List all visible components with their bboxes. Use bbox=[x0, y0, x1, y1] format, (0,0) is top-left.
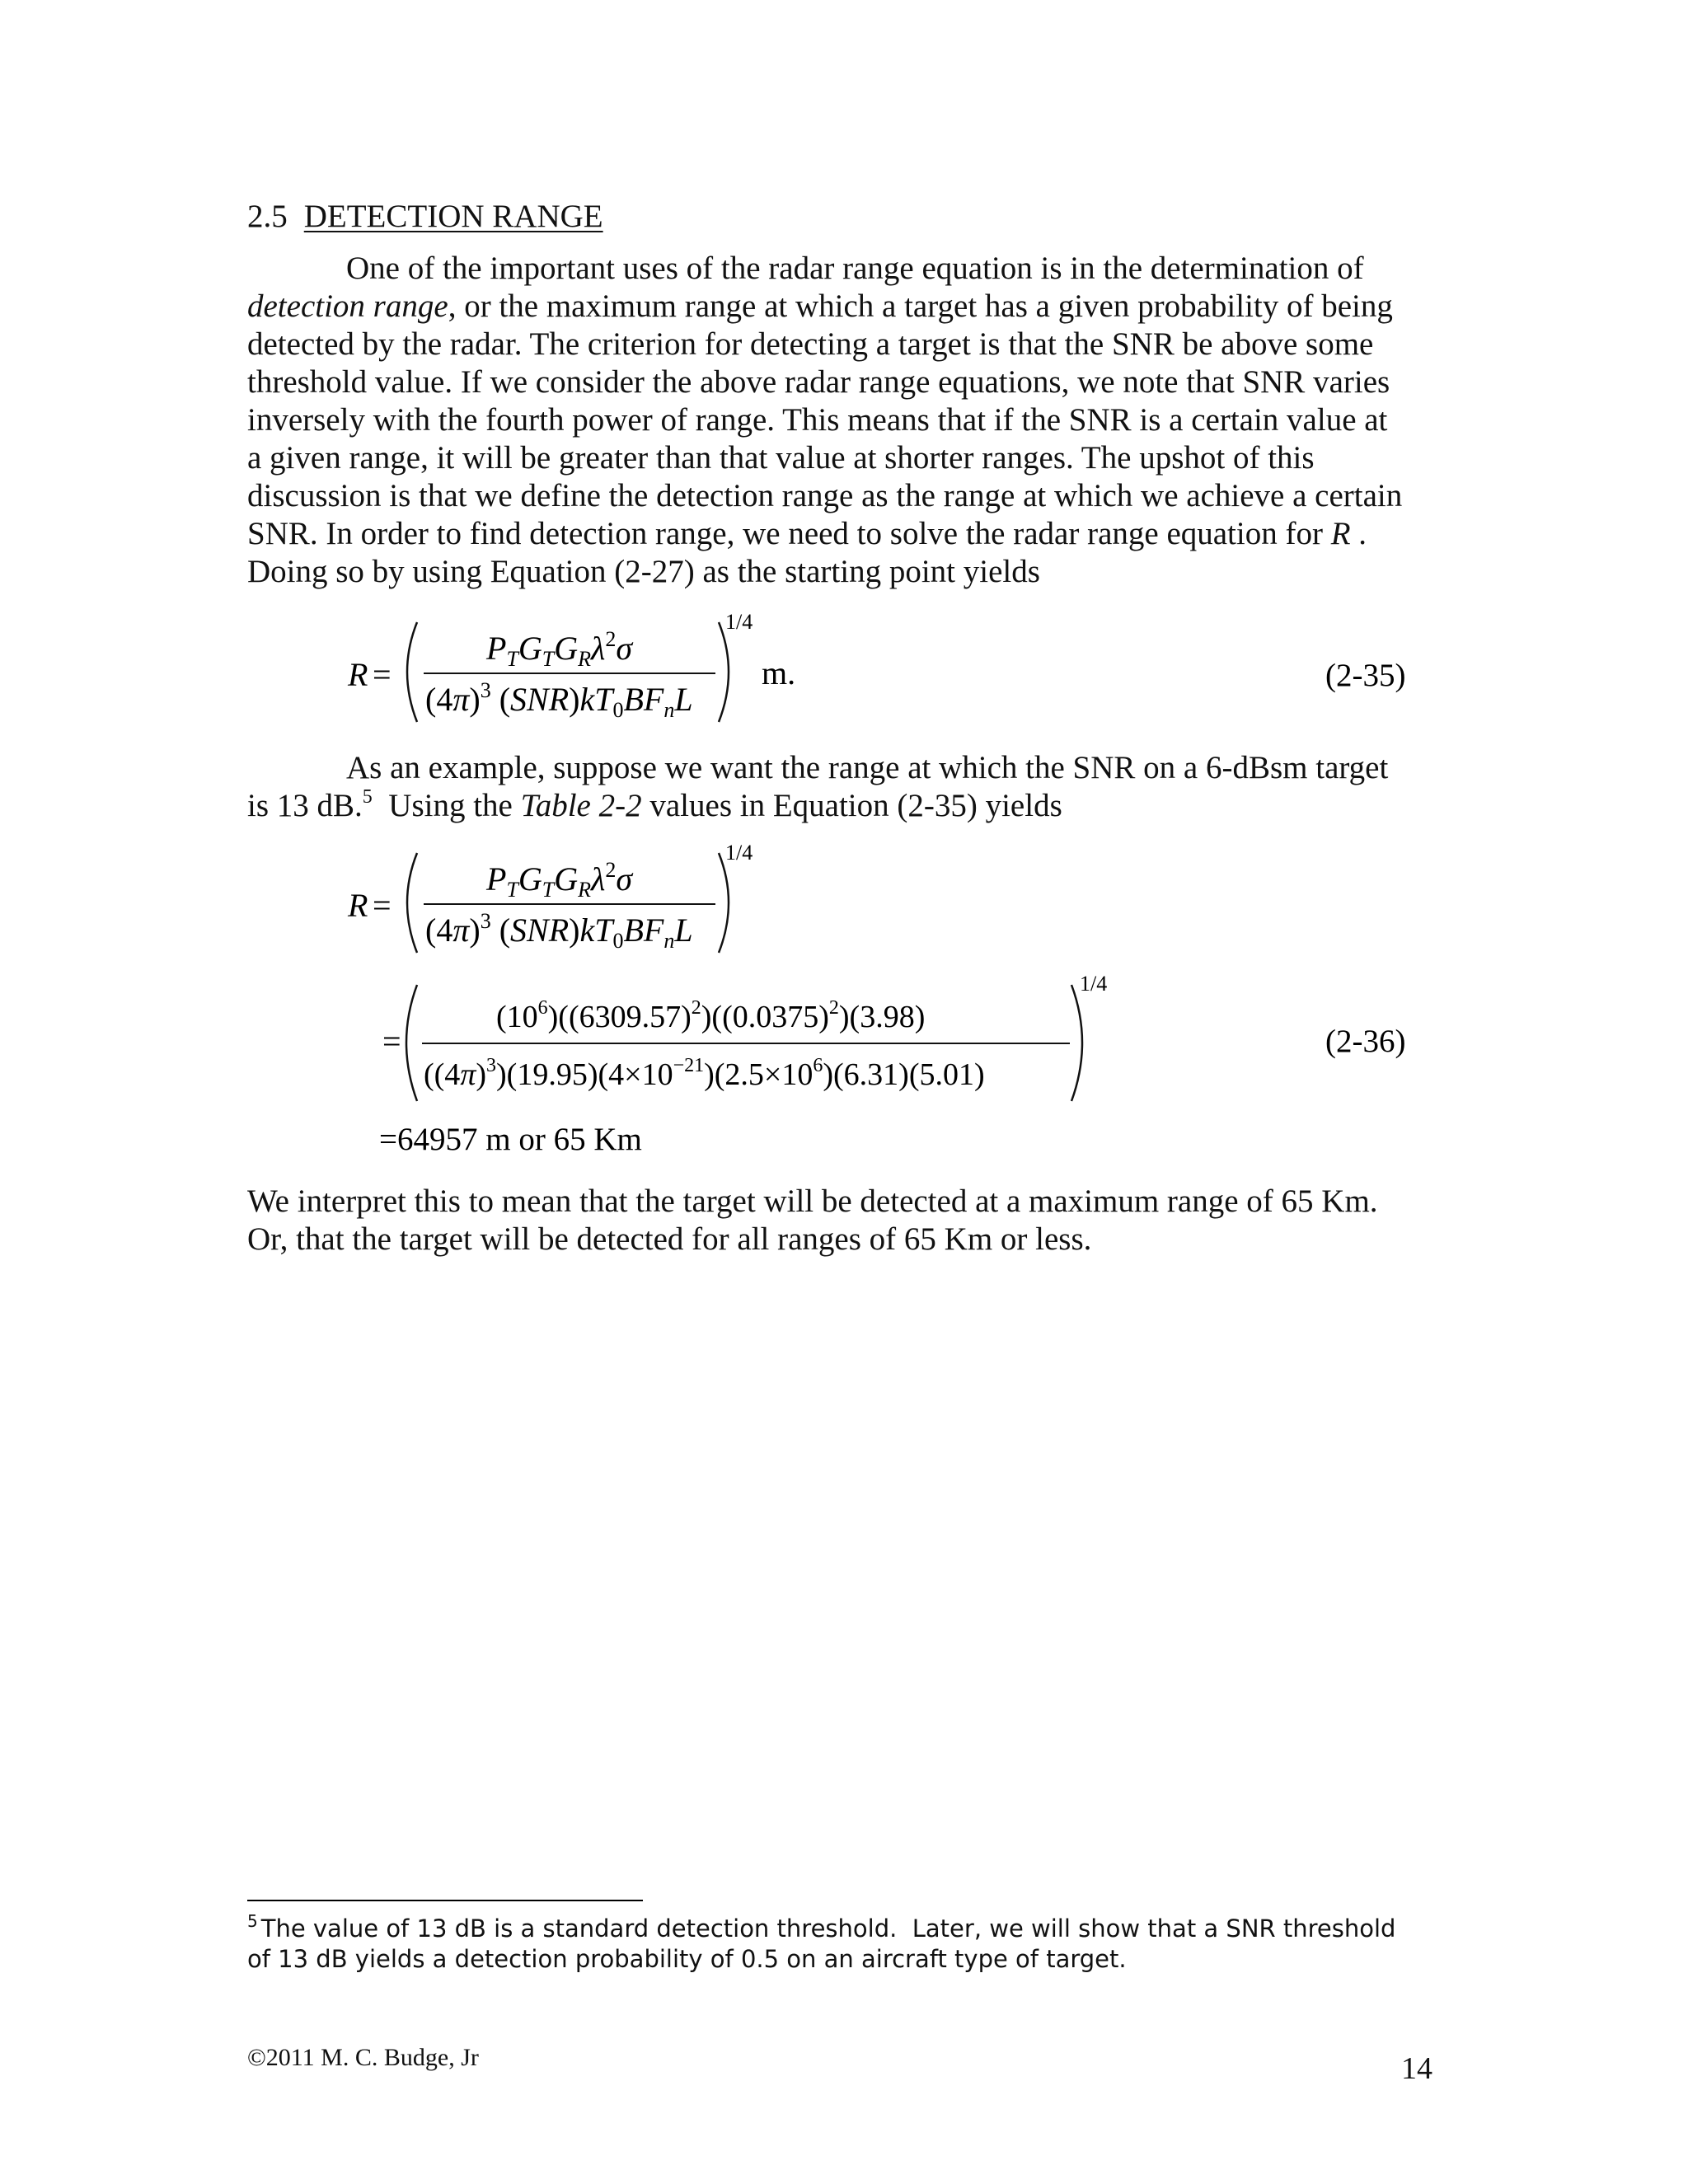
paragraph-line: threshold value. If we consider the above radar range equations, we note that SNR varies bbox=[247, 364, 1390, 400]
exponent-quarter: 1/4 bbox=[725, 841, 753, 865]
paragraph-text: is 13 dB. bbox=[247, 788, 363, 823]
variable-r: R bbox=[1330, 516, 1351, 551]
equation-number: (2-35) bbox=[1325, 658, 1406, 693]
footnote-text: The value of 13 dB is a standard detection threshold. Later, we will show that a SNR threshold bbox=[260, 1915, 1396, 1943]
paragraph-line: a given range, it will be greater than that value at shorter ranges. The upshot of this bbox=[247, 440, 1315, 476]
copyright-notice: ©2011 M. C. Budge, Jr bbox=[247, 2044, 479, 2071]
footnote-text: of 13 dB yields a detection probability of 0.5 on an aircraft type of target. bbox=[247, 1945, 1127, 1973]
paragraph-line: Doing so by using Equation (2-27) as the starting point yields bbox=[247, 554, 1040, 589]
table-reference: Table 2-2 bbox=[520, 788, 642, 823]
eq-lhs: R bbox=[348, 656, 368, 693]
footnote bbox=[247, 1911, 1396, 1975]
exponent-quarter: 1/4 bbox=[725, 610, 753, 634]
fraction-denominator: $(4\pi)^3$ $(SNR)kT_0BF_nL$ bbox=[425, 909, 693, 953]
equation-number: (2-36) bbox=[1325, 1024, 1406, 1059]
paragraph-text: SNR. In order to find detection range, we need to solve the radar range equation for bbox=[247, 516, 1331, 551]
footnote-separator bbox=[247, 1900, 643, 1901]
unit-meters: m. bbox=[762, 654, 796, 691]
paragraph-text: . bbox=[1350, 516, 1367, 551]
paragraph-line: As an example, suppose we want the range at which the SNR on a 6-dBsm target bbox=[346, 750, 1389, 785]
paragraph-text: values in Equation (2-35) yields bbox=[641, 788, 1062, 823]
exponent-quarter: 1/4 bbox=[1080, 972, 1108, 996]
page-number: 14 bbox=[1401, 2051, 1432, 2086]
eq-equals: = bbox=[373, 887, 392, 924]
footnote-line bbox=[247, 1944, 1395, 1975]
paragraph-line: One of the important uses of the radar range equation is in the determination of bbox=[346, 251, 1364, 286]
paragraph-line: Or, that the target will be detected for all ranges of 65 Km or less. bbox=[247, 1221, 1092, 1257]
right-parenthesis bbox=[1071, 985, 1082, 1101]
eq-equals: = bbox=[382, 1023, 401, 1060]
equation-result: =64957 m or 65 Km bbox=[379, 1122, 642, 1157]
paragraph-line: detected by the radar. The criterion for detecting a target is that the SNR be above some bbox=[247, 326, 1374, 362]
paragraph-line: inversely with the fourth power of range. This means that if the SNR is a certain value at bbox=[247, 402, 1388, 438]
eq-lhs: R bbox=[348, 887, 368, 924]
section-title: DETECTION RANGE bbox=[303, 199, 603, 234]
paragraph-line: discussion is that we define the detection range as the range at which we achieve a certain bbox=[247, 478, 1403, 513]
fraction-numerator: $P_TG_TG_R\lambda^2\sigma$ bbox=[486, 858, 633, 902]
right-parenthesis bbox=[719, 853, 729, 953]
emphasis-text: detection range bbox=[247, 288, 448, 324]
paragraph-line: We interpret this to mean that the target will be detected at a maximum range of 65 Km. bbox=[247, 1183, 1378, 1219]
numeric-numerator: $(10^6)((6309.57)^2)((0.0375)^2)(3.98)$ bbox=[496, 997, 926, 1034]
paragraph-text: , or the maximum range at which a target has a given probability of being bbox=[448, 288, 1393, 324]
paragraph-text: Using the bbox=[372, 788, 521, 823]
paragraph-interpretation bbox=[247, 1183, 1442, 1258]
footnote-line bbox=[247, 1911, 1396, 1944]
footnote-reference[interactable]: 5 bbox=[362, 786, 373, 808]
eq-equals: = bbox=[373, 656, 392, 693]
fraction-numerator: $P_TG_TG_R\lambda^2\sigma$ bbox=[486, 627, 633, 671]
footnote-mark: 5 bbox=[247, 1911, 258, 1931]
left-parenthesis bbox=[407, 853, 417, 953]
section-number: 2.5 bbox=[247, 199, 288, 234]
numeric-denominator: $((4\pi)^3)(19.95)(4\times 10^{-21})(2.5\times 10^6)(6.31)(5.01)$ bbox=[424, 1055, 985, 1092]
fraction-denominator: $(4\pi)^3$ $(SNR)kT_0BF_nL$ bbox=[425, 678, 693, 722]
left-parenthesis bbox=[406, 985, 417, 1101]
